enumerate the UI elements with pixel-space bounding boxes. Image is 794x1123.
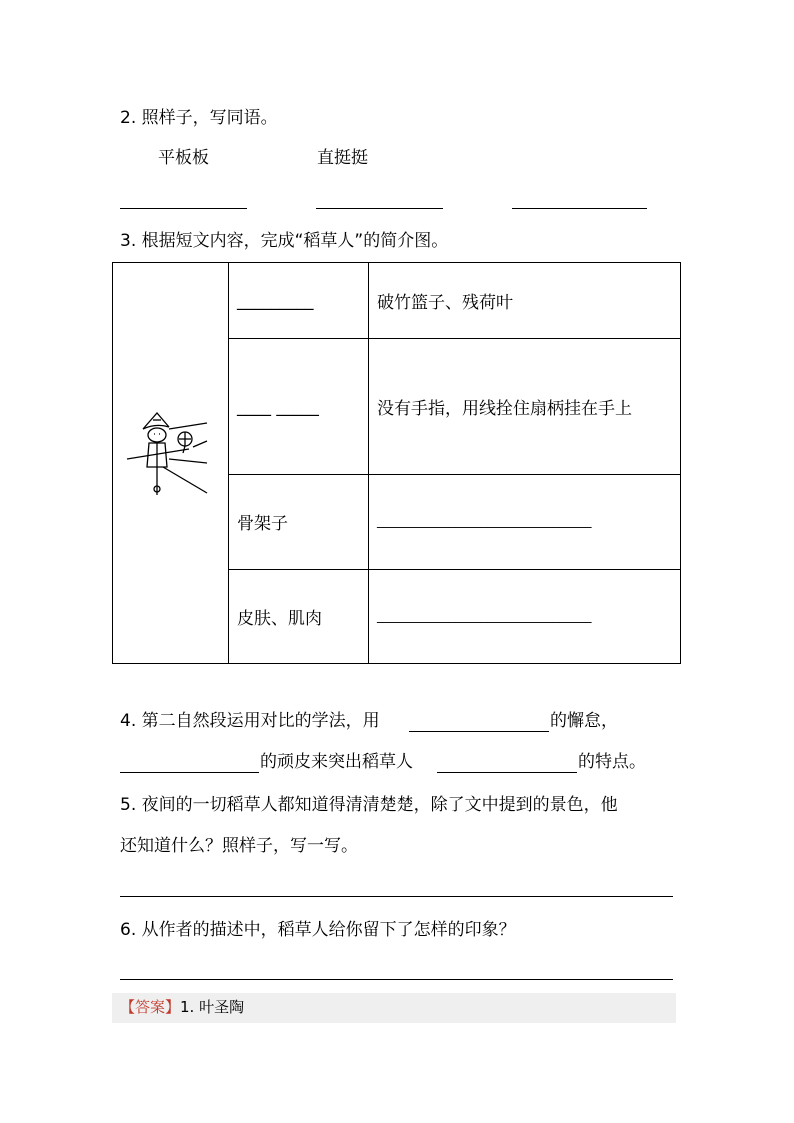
q2-blank-3[interactable] bbox=[512, 208, 647, 209]
scarecrow-image-cell bbox=[113, 263, 229, 664]
q5-answer-line[interactable] bbox=[120, 896, 673, 897]
q2-example-1: 平板板 bbox=[158, 148, 209, 168]
q2-blank-2[interactable] bbox=[316, 208, 443, 209]
table-row-4-desc[interactable]: _________________________________ bbox=[369, 569, 681, 663]
table-row-2-desc: 没有手指，用线拴住扇柄挂在手上 bbox=[369, 339, 681, 475]
table-row-3-desc[interactable]: _________________________________ bbox=[369, 475, 681, 569]
q5-line-2: 还知道什么？照样子，写一写。 bbox=[120, 836, 358, 856]
q4-line1-end: 的懈怠， bbox=[550, 711, 618, 731]
q5-line-1: 5. 夜间的一切稻草人都知道得清清楚楚，除了文中提到的景色，他 bbox=[120, 795, 618, 815]
q4-blank-3[interactable] bbox=[437, 772, 577, 773]
q4-line2-mid: 的顽皮来突出稻草人 bbox=[260, 752, 413, 772]
q3-title: 3. 根据短文内容，完成“稻草人”的简介图。 bbox=[120, 231, 449, 251]
scarecrow-intro-table bbox=[112, 262, 681, 664]
answer-tag: 【答案】 bbox=[120, 998, 181, 1016]
q4-line1-start: 4. 第二自然段运用对比的学法，用 bbox=[120, 711, 380, 731]
table-row-3-part: 骨架子 bbox=[229, 475, 369, 569]
table-row-2-part[interactable]: ____ _____ bbox=[229, 339, 369, 475]
q6-answer-line[interactable] bbox=[120, 979, 673, 980]
q4-blank-2[interactable] bbox=[120, 772, 259, 773]
q2-example-2: 直挺挺 bbox=[317, 148, 368, 168]
q2-title: 2. 照样子，写同语。 bbox=[120, 108, 278, 128]
answer-bar bbox=[112, 993, 676, 1023]
q4-blank-1[interactable] bbox=[409, 731, 549, 732]
q6-title: 6. 从作者的描述中，稻草人给你留下了怎样的印象？ bbox=[120, 920, 516, 940]
table-row-1-part[interactable]: _________ bbox=[229, 263, 369, 339]
q4-line2-end: 的特点。 bbox=[578, 752, 646, 772]
table-row-1-desc: 破竹篮子、残荷叶 bbox=[369, 263, 681, 339]
answer-text: 1. 叶圣陶 bbox=[180, 998, 245, 1016]
q2-blank-1[interactable] bbox=[120, 208, 247, 209]
table-row-4-part: 皮肤、肌肉 bbox=[229, 569, 369, 663]
scarecrow-illustration bbox=[113, 263, 229, 658]
